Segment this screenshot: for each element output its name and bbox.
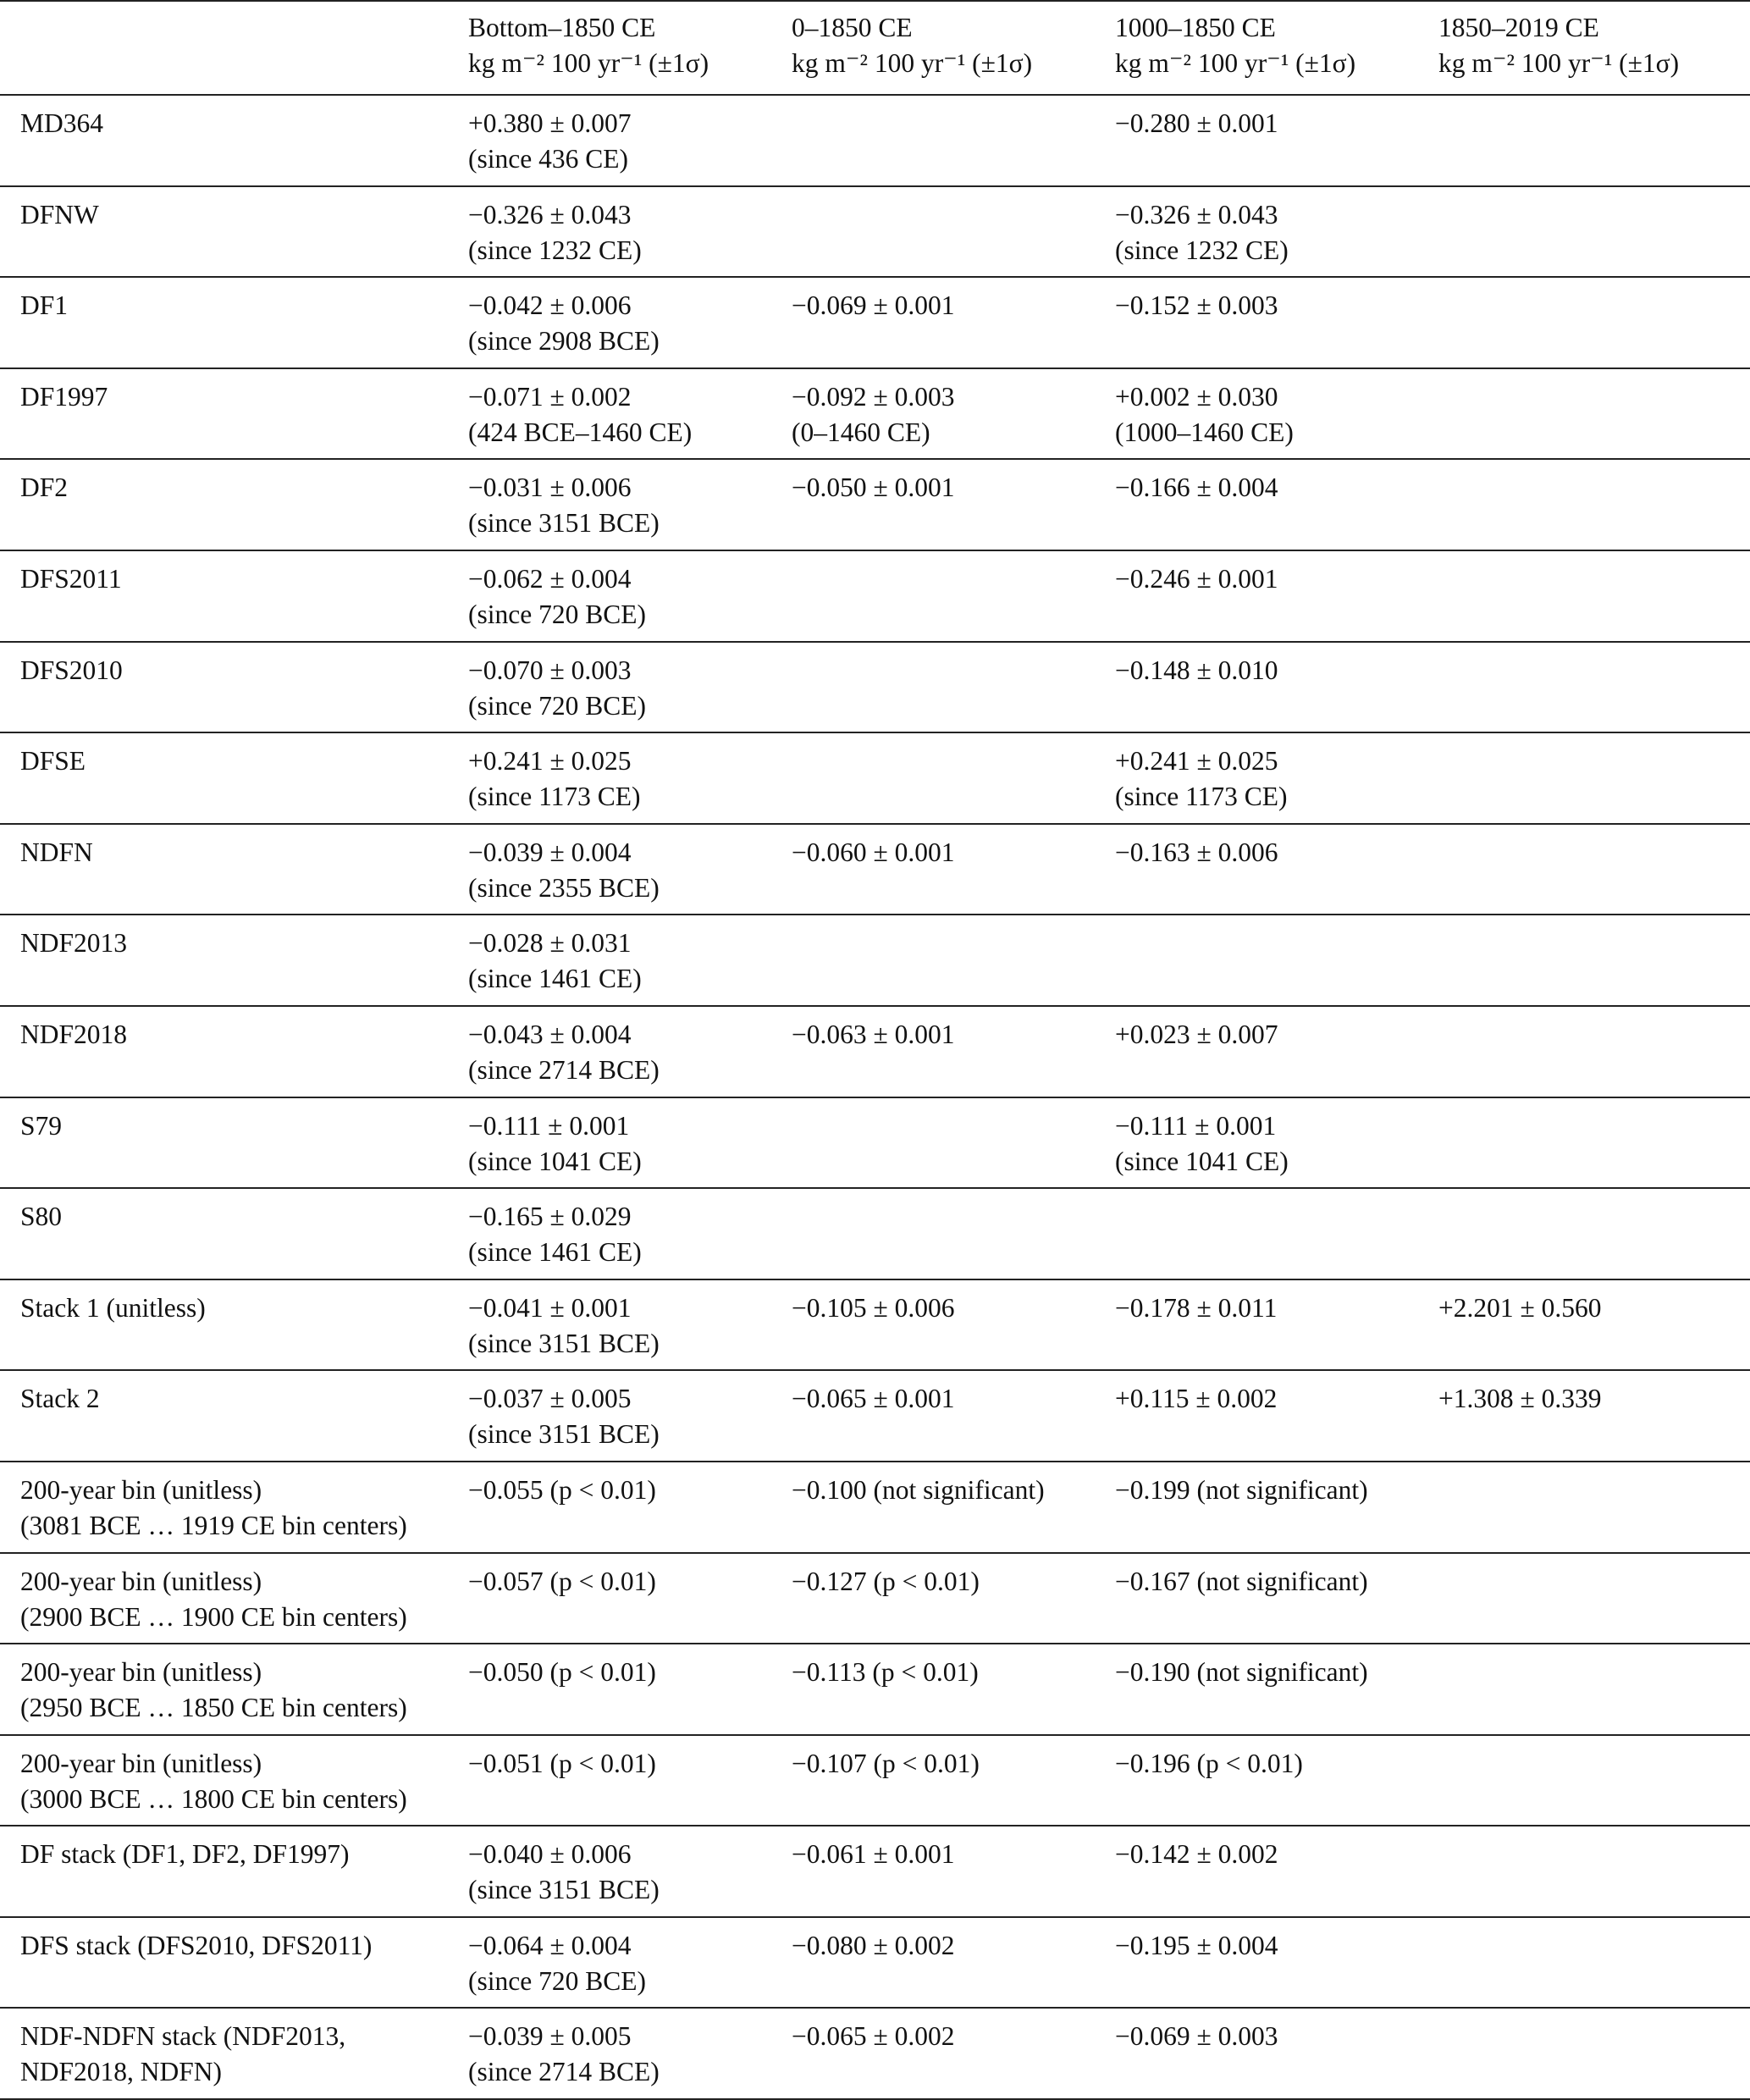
zero-1850-cell xyxy=(792,95,1115,186)
cell-text: (since 3151 BCE) xyxy=(468,1419,660,1450)
cell-text: −0.107 (p < 0.01) xyxy=(792,1748,980,1778)
cell-text: −0.127 (p < 0.01) xyxy=(792,1566,980,1596)
zero-1850-cell xyxy=(792,642,1115,733)
row-label-cell xyxy=(0,732,468,824)
row-label-cell xyxy=(0,95,468,186)
thousand-1850-cell xyxy=(1115,186,1438,278)
bottom-1850-cell xyxy=(468,1188,792,1279)
cell-text: −0.028 ± 0.031 xyxy=(468,928,632,959)
table-row xyxy=(0,95,1750,186)
thousand-1850-cell xyxy=(1115,732,1438,824)
recent-1850-2019-cell xyxy=(1438,1097,1750,1189)
cell-text: (since 3151 BCE) xyxy=(468,1328,660,1358)
header-period: 1000–1850 CE xyxy=(1115,13,1276,42)
cell-text: −0.065 ± 0.002 xyxy=(792,2021,955,2052)
recent-1850-2019-cell xyxy=(1438,1006,1750,1097)
cell-text: (3081 BCE … 1919 CE bin centers) xyxy=(20,1510,407,1540)
cell-text: (since 3151 BCE) xyxy=(468,1875,660,1905)
cell-text: 200-year bin (unitless) xyxy=(20,1657,262,1688)
row-label-cell xyxy=(0,1553,468,1644)
cell-text: −0.178 ± 0.011 xyxy=(1115,1292,1278,1323)
cell-text: −0.051 (p < 0.01) xyxy=(468,1748,656,1778)
row-label-cell xyxy=(0,368,468,460)
recent-1850-2019-cell xyxy=(1438,732,1750,824)
cell-text: DFS stack (DFS2010, DFS2011) xyxy=(20,1930,373,1960)
table-row xyxy=(0,2008,1750,2099)
thousand-1850-cell xyxy=(1115,1006,1438,1097)
table-row xyxy=(0,1553,1750,1644)
cell-text: −0.080 ± 0.002 xyxy=(792,1930,955,1960)
zero-1850-cell xyxy=(792,1188,1115,1279)
zero-1850-cell xyxy=(792,1644,1115,1735)
cell-text: (2900 BCE … 1900 CE bin centers) xyxy=(20,1601,407,1632)
bottom-1850-cell xyxy=(468,1097,792,1189)
table-row xyxy=(0,550,1750,642)
table-row xyxy=(0,824,1750,915)
thousand-1850-cell xyxy=(1115,95,1438,186)
cell-text: +0.115 ± 0.002 xyxy=(1115,1384,1278,1414)
cell-text: (424 BCE–1460 CE) xyxy=(468,417,693,447)
zero-1850-cell xyxy=(792,368,1115,460)
cell-text: −0.043 ± 0.004 xyxy=(468,1019,632,1049)
bottom-1850-cell xyxy=(468,2008,792,2099)
bottom-1850-cell xyxy=(468,550,792,642)
cell-text: DF1 xyxy=(20,290,69,321)
recent-1850-2019-cell xyxy=(1438,915,1750,1006)
row-label-cell xyxy=(0,186,468,278)
table-row xyxy=(0,1462,1750,1553)
bottom-1850-cell xyxy=(468,1553,792,1644)
row-label-cell xyxy=(0,459,468,550)
cell-text: NDF2013 xyxy=(20,928,128,959)
cell-text: −0.326 ± 0.043 xyxy=(1115,199,1278,229)
table-row xyxy=(0,1097,1750,1189)
cell-text: +2.201 ± 0.560 xyxy=(1438,1292,1602,1323)
thousand-1850-cell xyxy=(1115,459,1438,550)
bottom-1850-cell xyxy=(468,459,792,550)
table-row xyxy=(0,732,1750,824)
cell-text: −0.199 (not significant) xyxy=(1115,1474,1368,1505)
cell-text: −0.070 ± 0.003 xyxy=(468,655,632,685)
bottom-1850-cell xyxy=(468,642,792,733)
cell-text: −0.050 (p < 0.01) xyxy=(468,1657,656,1688)
recent-1850-2019-cell xyxy=(1438,459,1750,550)
zero-1850-cell xyxy=(792,1097,1115,1189)
table-row xyxy=(0,277,1750,368)
table-row xyxy=(0,1917,1750,2009)
table-row xyxy=(0,642,1750,733)
cell-text: −0.190 (not significant) xyxy=(1115,1657,1368,1688)
header-unit: kg m⁻² 100 yr⁻¹ (±1σ) xyxy=(1115,48,1356,78)
row-label-cell xyxy=(0,1188,468,1279)
cell-text: −0.065 ± 0.001 xyxy=(792,1384,955,1414)
cell-text: NDF-NDFN stack (NDF2013, xyxy=(20,2021,346,2052)
table-row xyxy=(0,915,1750,1006)
cell-text: (since 1041 CE) xyxy=(1115,1146,1289,1176)
cell-text: (2950 BCE … 1850 CE bin centers) xyxy=(20,1693,407,1723)
zero-1850-cell xyxy=(792,732,1115,824)
thousand-1850-cell xyxy=(1115,277,1438,368)
cell-text: +0.241 ± 0.025 xyxy=(468,746,632,776)
cell-text: −0.069 ± 0.003 xyxy=(1115,2021,1278,2052)
cell-text: (since 1232 CE) xyxy=(1115,235,1289,265)
bottom-1850-cell xyxy=(468,95,792,186)
cell-text: DFNW xyxy=(20,199,99,229)
cell-text: Stack 1 (unitless) xyxy=(20,1292,206,1323)
cell-text: −0.040 ± 0.006 xyxy=(468,1839,632,1870)
cell-text: +1.308 ± 0.339 xyxy=(1438,1384,1602,1414)
cell-text: NDF2018, NDFN) xyxy=(20,2057,223,2087)
cell-text: DFSE xyxy=(20,746,86,776)
cell-text: (1000–1460 CE) xyxy=(1115,417,1294,447)
cell-text: −0.060 ± 0.001 xyxy=(792,837,955,867)
header-cell-1850-2019 xyxy=(1438,1,1750,95)
cell-text: DF1997 xyxy=(20,381,108,412)
bottom-1850-cell xyxy=(468,1644,792,1735)
cell-text: Stack 2 xyxy=(20,1384,100,1414)
cell-text: −0.039 ± 0.005 xyxy=(468,2021,632,2052)
cell-text: DFS2011 xyxy=(20,563,122,594)
cell-text: −0.165 ± 0.029 xyxy=(468,1202,632,1232)
cell-text: −0.055 (p < 0.01) xyxy=(468,1474,656,1505)
recent-1850-2019-cell xyxy=(1438,642,1750,733)
table-body xyxy=(0,95,1750,2099)
row-label-cell xyxy=(0,1735,468,1826)
zero-1850-cell xyxy=(792,824,1115,915)
cell-text: −0.062 ± 0.004 xyxy=(468,563,632,594)
recent-1850-2019-cell xyxy=(1438,368,1750,460)
bottom-1850-cell xyxy=(468,1917,792,2009)
cell-text: DFS2010 xyxy=(20,655,123,685)
cell-text: 200-year bin (unitless) xyxy=(20,1474,262,1505)
cell-text: −0.069 ± 0.001 xyxy=(792,290,955,321)
cell-text: −0.037 ± 0.005 xyxy=(468,1384,632,1414)
bottom-1850-cell xyxy=(468,1735,792,1826)
thousand-1850-cell xyxy=(1115,1644,1438,1735)
bottom-1850-cell xyxy=(468,1370,792,1462)
thousand-1850-cell xyxy=(1115,1188,1438,1279)
cell-text: NDFN xyxy=(20,837,93,867)
recent-1850-2019-cell xyxy=(1438,277,1750,368)
table-row xyxy=(0,1279,1750,1371)
cell-text: +0.002 ± 0.030 xyxy=(1115,381,1278,412)
thousand-1850-cell xyxy=(1115,1097,1438,1189)
zero-1850-cell xyxy=(792,1279,1115,1371)
cell-text: −0.326 ± 0.043 xyxy=(468,199,632,229)
zero-1850-cell xyxy=(792,186,1115,278)
table-row xyxy=(0,1735,1750,1826)
table-row xyxy=(0,1370,1750,1462)
table-row xyxy=(0,368,1750,460)
bottom-1850-cell xyxy=(468,1006,792,1097)
row-label-cell xyxy=(0,1097,468,1189)
cell-text: (3000 BCE … 1800 CE bin centers) xyxy=(20,1783,407,1814)
cell-text: DF2 xyxy=(20,472,69,503)
cell-text: (since 436 CE) xyxy=(468,144,628,174)
recent-1850-2019-cell xyxy=(1438,550,1750,642)
cell-text: −0.152 ± 0.003 xyxy=(1115,290,1278,321)
recent-1850-2019-cell xyxy=(1438,1917,1750,2009)
recent-1850-2019-cell xyxy=(1438,1370,1750,1462)
row-label-cell xyxy=(0,824,468,915)
cell-text: 200-year bin (unitless) xyxy=(20,1748,262,1778)
cell-text: −0.057 (p < 0.01) xyxy=(468,1566,656,1596)
cell-text: (since 720 BCE) xyxy=(468,599,646,629)
cell-text: −0.196 (p < 0.01) xyxy=(1115,1748,1303,1778)
row-label-cell xyxy=(0,1826,468,1917)
cell-text: (since 2355 BCE) xyxy=(468,872,660,903)
cell-text: S80 xyxy=(20,1202,63,1232)
header-period: Bottom–1850 CE xyxy=(468,13,656,42)
cell-text: MD364 xyxy=(20,108,104,138)
zero-1850-cell xyxy=(792,277,1115,368)
cell-text: −0.071 ± 0.002 xyxy=(468,381,632,412)
recent-1850-2019-cell xyxy=(1438,1279,1750,1371)
cell-text: −0.061 ± 0.001 xyxy=(792,1839,955,1870)
cell-text: (since 1232 CE) xyxy=(468,235,642,265)
recent-1850-2019-cell xyxy=(1438,2008,1750,2099)
bottom-1850-cell xyxy=(468,915,792,1006)
cell-text: −0.163 ± 0.006 xyxy=(1115,837,1278,867)
zero-1850-cell xyxy=(792,1735,1115,1826)
table-row xyxy=(0,459,1750,550)
table-row xyxy=(0,1644,1750,1735)
cell-text: −0.148 ± 0.010 xyxy=(1115,655,1278,685)
bottom-1850-cell xyxy=(468,277,792,368)
cell-text: +0.241 ± 0.025 xyxy=(1115,746,1278,776)
cell-text: (since 1461 CE) xyxy=(468,964,642,994)
bottom-1850-cell xyxy=(468,732,792,824)
cell-text: (since 720 BCE) xyxy=(468,690,646,721)
cell-text: NDF2018 xyxy=(20,1019,128,1049)
bottom-1850-cell xyxy=(468,1279,792,1371)
bottom-1850-cell xyxy=(468,368,792,460)
cell-text: −0.167 (not significant) xyxy=(1115,1566,1368,1596)
row-label-cell xyxy=(0,1917,468,2009)
cell-text: −0.105 ± 0.006 xyxy=(792,1292,955,1323)
row-label-cell xyxy=(0,642,468,733)
row-label-cell xyxy=(0,1006,468,1097)
zero-1850-cell xyxy=(792,1917,1115,2009)
cell-text: −0.064 ± 0.004 xyxy=(468,1930,632,1960)
cell-text: −0.039 ± 0.004 xyxy=(468,837,632,867)
cell-text: (since 720 BCE) xyxy=(468,1965,646,1996)
cell-text: (since 1461 CE) xyxy=(468,1237,642,1268)
row-label-cell xyxy=(0,1370,468,1462)
header-cell-1000-1850 xyxy=(1115,1,1438,95)
cell-text: −0.166 ± 0.004 xyxy=(1115,472,1278,503)
zero-1850-cell xyxy=(792,915,1115,1006)
cell-text: +0.023 ± 0.007 xyxy=(1115,1019,1278,1049)
cell-text: (0–1460 CE) xyxy=(792,417,930,447)
cell-text: −0.113 (p < 0.01) xyxy=(792,1657,979,1688)
zero-1850-cell xyxy=(792,1826,1115,1917)
table-row xyxy=(0,1188,1750,1279)
cell-text: −0.111 ± 0.001 xyxy=(1115,1110,1277,1141)
bottom-1850-cell xyxy=(468,1826,792,1917)
thousand-1850-cell xyxy=(1115,1462,1438,1553)
row-label-cell xyxy=(0,1279,468,1371)
cell-text: (since 3151 BCE) xyxy=(468,508,660,539)
recent-1850-2019-cell xyxy=(1438,1826,1750,1917)
cell-text: (since 1173 CE) xyxy=(1115,782,1288,812)
header-row xyxy=(0,1,1750,95)
recent-1850-2019-cell xyxy=(1438,95,1750,186)
cell-text: −0.195 ± 0.004 xyxy=(1115,1930,1278,1960)
cell-text: −0.246 ± 0.001 xyxy=(1115,563,1278,594)
thousand-1850-cell xyxy=(1115,642,1438,733)
cell-text: −0.050 ± 0.001 xyxy=(792,472,955,503)
cell-text: −0.063 ± 0.001 xyxy=(792,1019,955,1049)
row-label-cell xyxy=(0,1462,468,1553)
recent-1850-2019-cell xyxy=(1438,1735,1750,1826)
row-label-cell xyxy=(0,2008,468,2099)
bottom-1850-cell xyxy=(468,186,792,278)
cell-text: −0.042 ± 0.006 xyxy=(468,290,632,321)
recent-1850-2019-cell xyxy=(1438,1644,1750,1735)
cell-text: −0.100 (not significant) xyxy=(792,1474,1045,1505)
cell-text: (since 2714 BCE) xyxy=(468,2057,660,2087)
header-unit: kg m⁻² 100 yr⁻¹ (±1σ) xyxy=(1438,48,1680,78)
cell-text: −0.041 ± 0.001 xyxy=(468,1292,632,1323)
recent-1850-2019-cell xyxy=(1438,824,1750,915)
zero-1850-cell xyxy=(792,2008,1115,2099)
cell-text: −0.280 ± 0.001 xyxy=(1115,108,1278,138)
thousand-1850-cell xyxy=(1115,1826,1438,1917)
cell-text: DF stack (DF1, DF2, DF1997) xyxy=(20,1839,350,1870)
cell-text: −0.031 ± 0.006 xyxy=(468,472,632,503)
recent-1850-2019-cell xyxy=(1438,1553,1750,1644)
header-period: 0–1850 CE xyxy=(792,13,913,42)
recent-1850-2019-cell xyxy=(1438,1462,1750,1553)
cell-text: (since 1173 CE) xyxy=(468,782,641,812)
header-cell-bottom-1850 xyxy=(468,1,792,95)
table-row xyxy=(0,1826,1750,1917)
cell-text: (since 2908 BCE) xyxy=(468,326,660,356)
zero-1850-cell xyxy=(792,459,1115,550)
zero-1850-cell xyxy=(792,1462,1115,1553)
bottom-1850-cell xyxy=(468,1462,792,1553)
thousand-1850-cell xyxy=(1115,1735,1438,1826)
thousand-1850-cell xyxy=(1115,368,1438,460)
header-cell-label xyxy=(0,1,468,95)
cell-text: 200-year bin (unitless) xyxy=(20,1566,262,1596)
bottom-1850-cell xyxy=(468,824,792,915)
cell-text: −0.111 ± 0.001 xyxy=(468,1110,630,1141)
recent-1850-2019-cell xyxy=(1438,186,1750,278)
zero-1850-cell xyxy=(792,1553,1115,1644)
table-row xyxy=(0,1006,1750,1097)
cell-text: (since 2714 BCE) xyxy=(468,1054,660,1085)
zero-1850-cell xyxy=(792,1006,1115,1097)
row-label-cell xyxy=(0,550,468,642)
thousand-1850-cell xyxy=(1115,1370,1438,1462)
thousand-1850-cell xyxy=(1115,1279,1438,1371)
cell-text: −0.092 ± 0.003 xyxy=(792,381,955,412)
header-cell-0-1850 xyxy=(792,1,1115,95)
recent-1850-2019-cell xyxy=(1438,1188,1750,1279)
thousand-1850-cell xyxy=(1115,1917,1438,2009)
header-unit: kg m⁻² 100 yr⁻¹ (±1σ) xyxy=(792,48,1033,78)
thousand-1850-cell xyxy=(1115,824,1438,915)
cell-text: S79 xyxy=(20,1110,63,1141)
table-row xyxy=(0,186,1750,278)
thousand-1850-cell xyxy=(1115,915,1438,1006)
cell-text: −0.142 ± 0.002 xyxy=(1115,1839,1278,1870)
zero-1850-cell xyxy=(792,1370,1115,1462)
thousand-1850-cell xyxy=(1115,550,1438,642)
row-label-cell xyxy=(0,277,468,368)
thousand-1850-cell xyxy=(1115,2008,1438,2099)
cell-text: (since 1041 CE) xyxy=(468,1146,642,1176)
row-label-cell xyxy=(0,1644,468,1735)
thousand-1850-cell xyxy=(1115,1553,1438,1644)
header-period: 1850–2019 CE xyxy=(1438,13,1599,42)
header-unit: kg m⁻² 100 yr⁻¹ (±1σ) xyxy=(468,48,709,78)
cell-text: +0.380 ± 0.007 xyxy=(468,108,632,138)
zero-1850-cell xyxy=(792,550,1115,642)
row-label-cell xyxy=(0,915,468,1006)
